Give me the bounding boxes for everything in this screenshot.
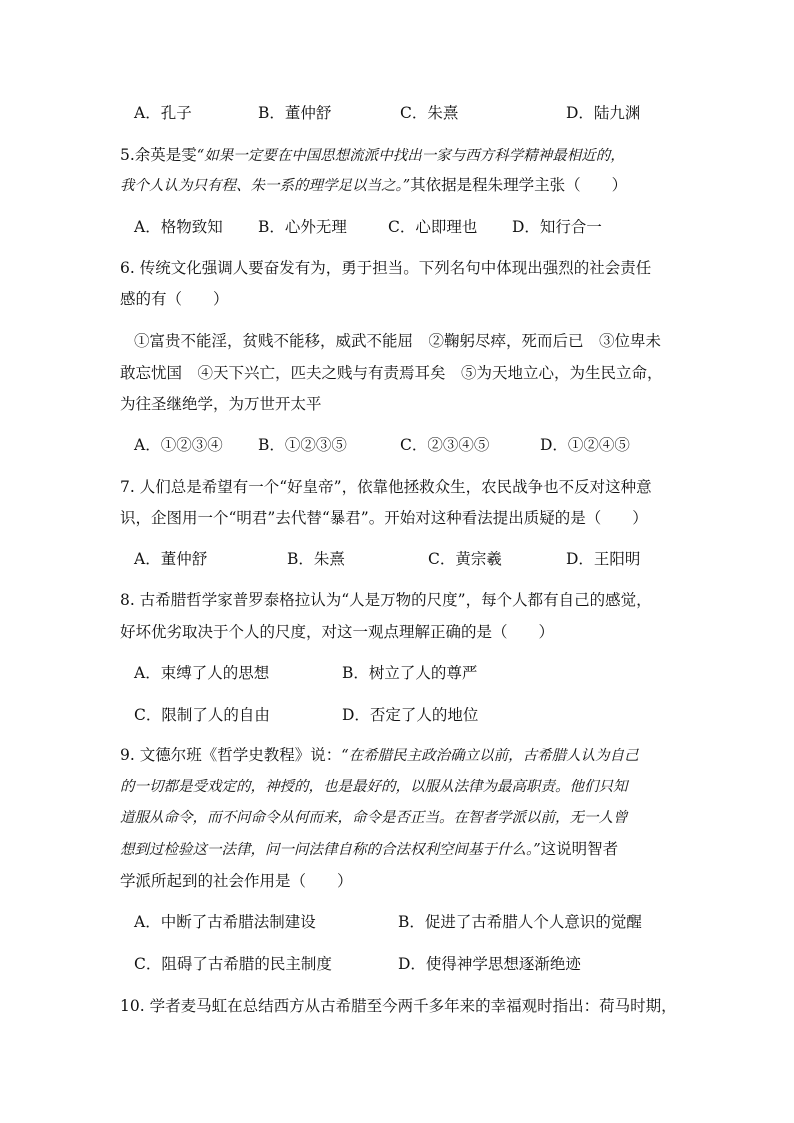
q5-option-c: C．心即理也	[388, 218, 478, 236]
q5-line-1	[120, 144, 625, 167]
q5-stem-end: 其依据是程朱理学主张（ ）	[410, 176, 628, 194]
q7-option-d: D．王阳明	[566, 550, 641, 568]
q7-option-a: A．董仲舒	[134, 550, 208, 568]
q9-option-c: C．阻碍了古希腊的民主制度	[134, 955, 332, 973]
q5-line-2	[120, 174, 627, 197]
q9-stem-lead: 9. 文德尔班《哲学史教程》说：	[120, 746, 342, 764]
q10-line-1: 10. 学者麦马虹在总结西方从古希腊至今两千多年来的幸福观时指出：荷马时期，	[120, 997, 677, 1015]
q9-line-4	[120, 838, 618, 861]
q9-quote-1: “在希腊民主政治确立以前，古希腊人认为自己	[341, 748, 639, 764]
q6-line-5: 为往圣继绝学，为万世开太平	[120, 395, 322, 413]
q9-line-1	[120, 744, 639, 767]
q8-line-2: 好坏优劣取决于个人的尺度，对这一观点理解正确的是（ ）	[120, 623, 555, 641]
q5-stem-lead: 5.余英是雯	[120, 146, 197, 164]
q5-quote-2: 我个人认为只有程、朱一系的理学足以当之。”	[120, 178, 411, 194]
q4-option-c: C．朱熹	[400, 104, 459, 122]
q9-quote-3: 道服从命令，而不问命令从何而来，命令是否正当。在智者学派以前，无一人曾	[120, 810, 628, 826]
q9-option-b: B．促进了古希腊人个人意识的觉醒	[398, 913, 642, 931]
q8-option-c: C．限制了人的自由	[134, 706, 270, 724]
q4-option-b: B．董仲舒	[258, 104, 332, 122]
q5-option-a: A．格物致知	[134, 218, 223, 236]
q9-option-a: A．中断了古希腊法制建设	[134, 913, 316, 931]
q9-line-5: 学派所起到的社会作用是（ ）	[120, 872, 353, 890]
q7-option-c: C．黄宗羲	[428, 550, 502, 568]
q6-option-b: B．①②③⑤	[258, 436, 347, 454]
q6-option-d: D．①②④⑤	[540, 436, 630, 454]
q6-line-3: ①富贵不能淫，贫贱不能移，威武不能屈 ②鞠躬尽瘁，死而后已 ③位卑未	[134, 332, 662, 350]
q8-line-1: 8. 古希腊哲学家普罗泰格拉认为“人是万物的尺度”，每个人都有自己的感觉，	[120, 591, 652, 609]
q6-option-a: A．①②③④	[134, 436, 223, 454]
q5-option-d: D．知行合一	[512, 218, 602, 236]
q6-option-c: C．②③④⑤	[400, 436, 490, 454]
q9-quote-2: 的一切都是受戏定的，神授的，也是最好的，以服从法律为最高职责。他们只知	[120, 779, 628, 795]
q8-option-a: A．束缚了人的思想	[134, 664, 270, 682]
q8-option-b: B．树立了人的尊严	[342, 664, 478, 682]
q9-stem-mid: 这说明智者	[540, 840, 619, 858]
q8-option-d: D．否定了人的地位	[342, 706, 479, 724]
q4-option-a: A．孔子	[134, 104, 192, 122]
q5-option-b: B．心外无理	[258, 218, 347, 236]
q7-line-1: 7. 人们总是希望有一个“好皇帝”，依靠他拯救众生，农民战争也不反对这种意	[120, 478, 652, 496]
q6-line-1: 6. 传统文化强调人要奋发有为，勇于担当。下列名句中体现出强烈的社会责任	[120, 259, 652, 277]
q4-option-d: D．陆九渊	[566, 104, 641, 122]
q6-line-4: 敢忘忧国 ④天下兴亡，匹夫之贱与有责焉耳矣 ⑤为天地立心，为生民立命，	[120, 364, 663, 382]
q9-quote-4: 想到过检验这一法律，问一问法律自称的合法权利空间基于什么。”	[120, 842, 541, 858]
q5-quote-1: “如果一定要在中国思想流派中找出一家与西方科学精神最相近的，	[196, 148, 625, 164]
q7-option-b: B．朱熹	[287, 550, 345, 568]
q7-line-2: 识，企图用一个“明君”去代替“暴君”。开始对这种看法提出质疑的是（ ）	[120, 509, 648, 527]
q9-option-d: D．使得神学思想逐渐绝迹	[398, 955, 581, 973]
q6-line-2: 感的有（ ）	[120, 290, 229, 308]
